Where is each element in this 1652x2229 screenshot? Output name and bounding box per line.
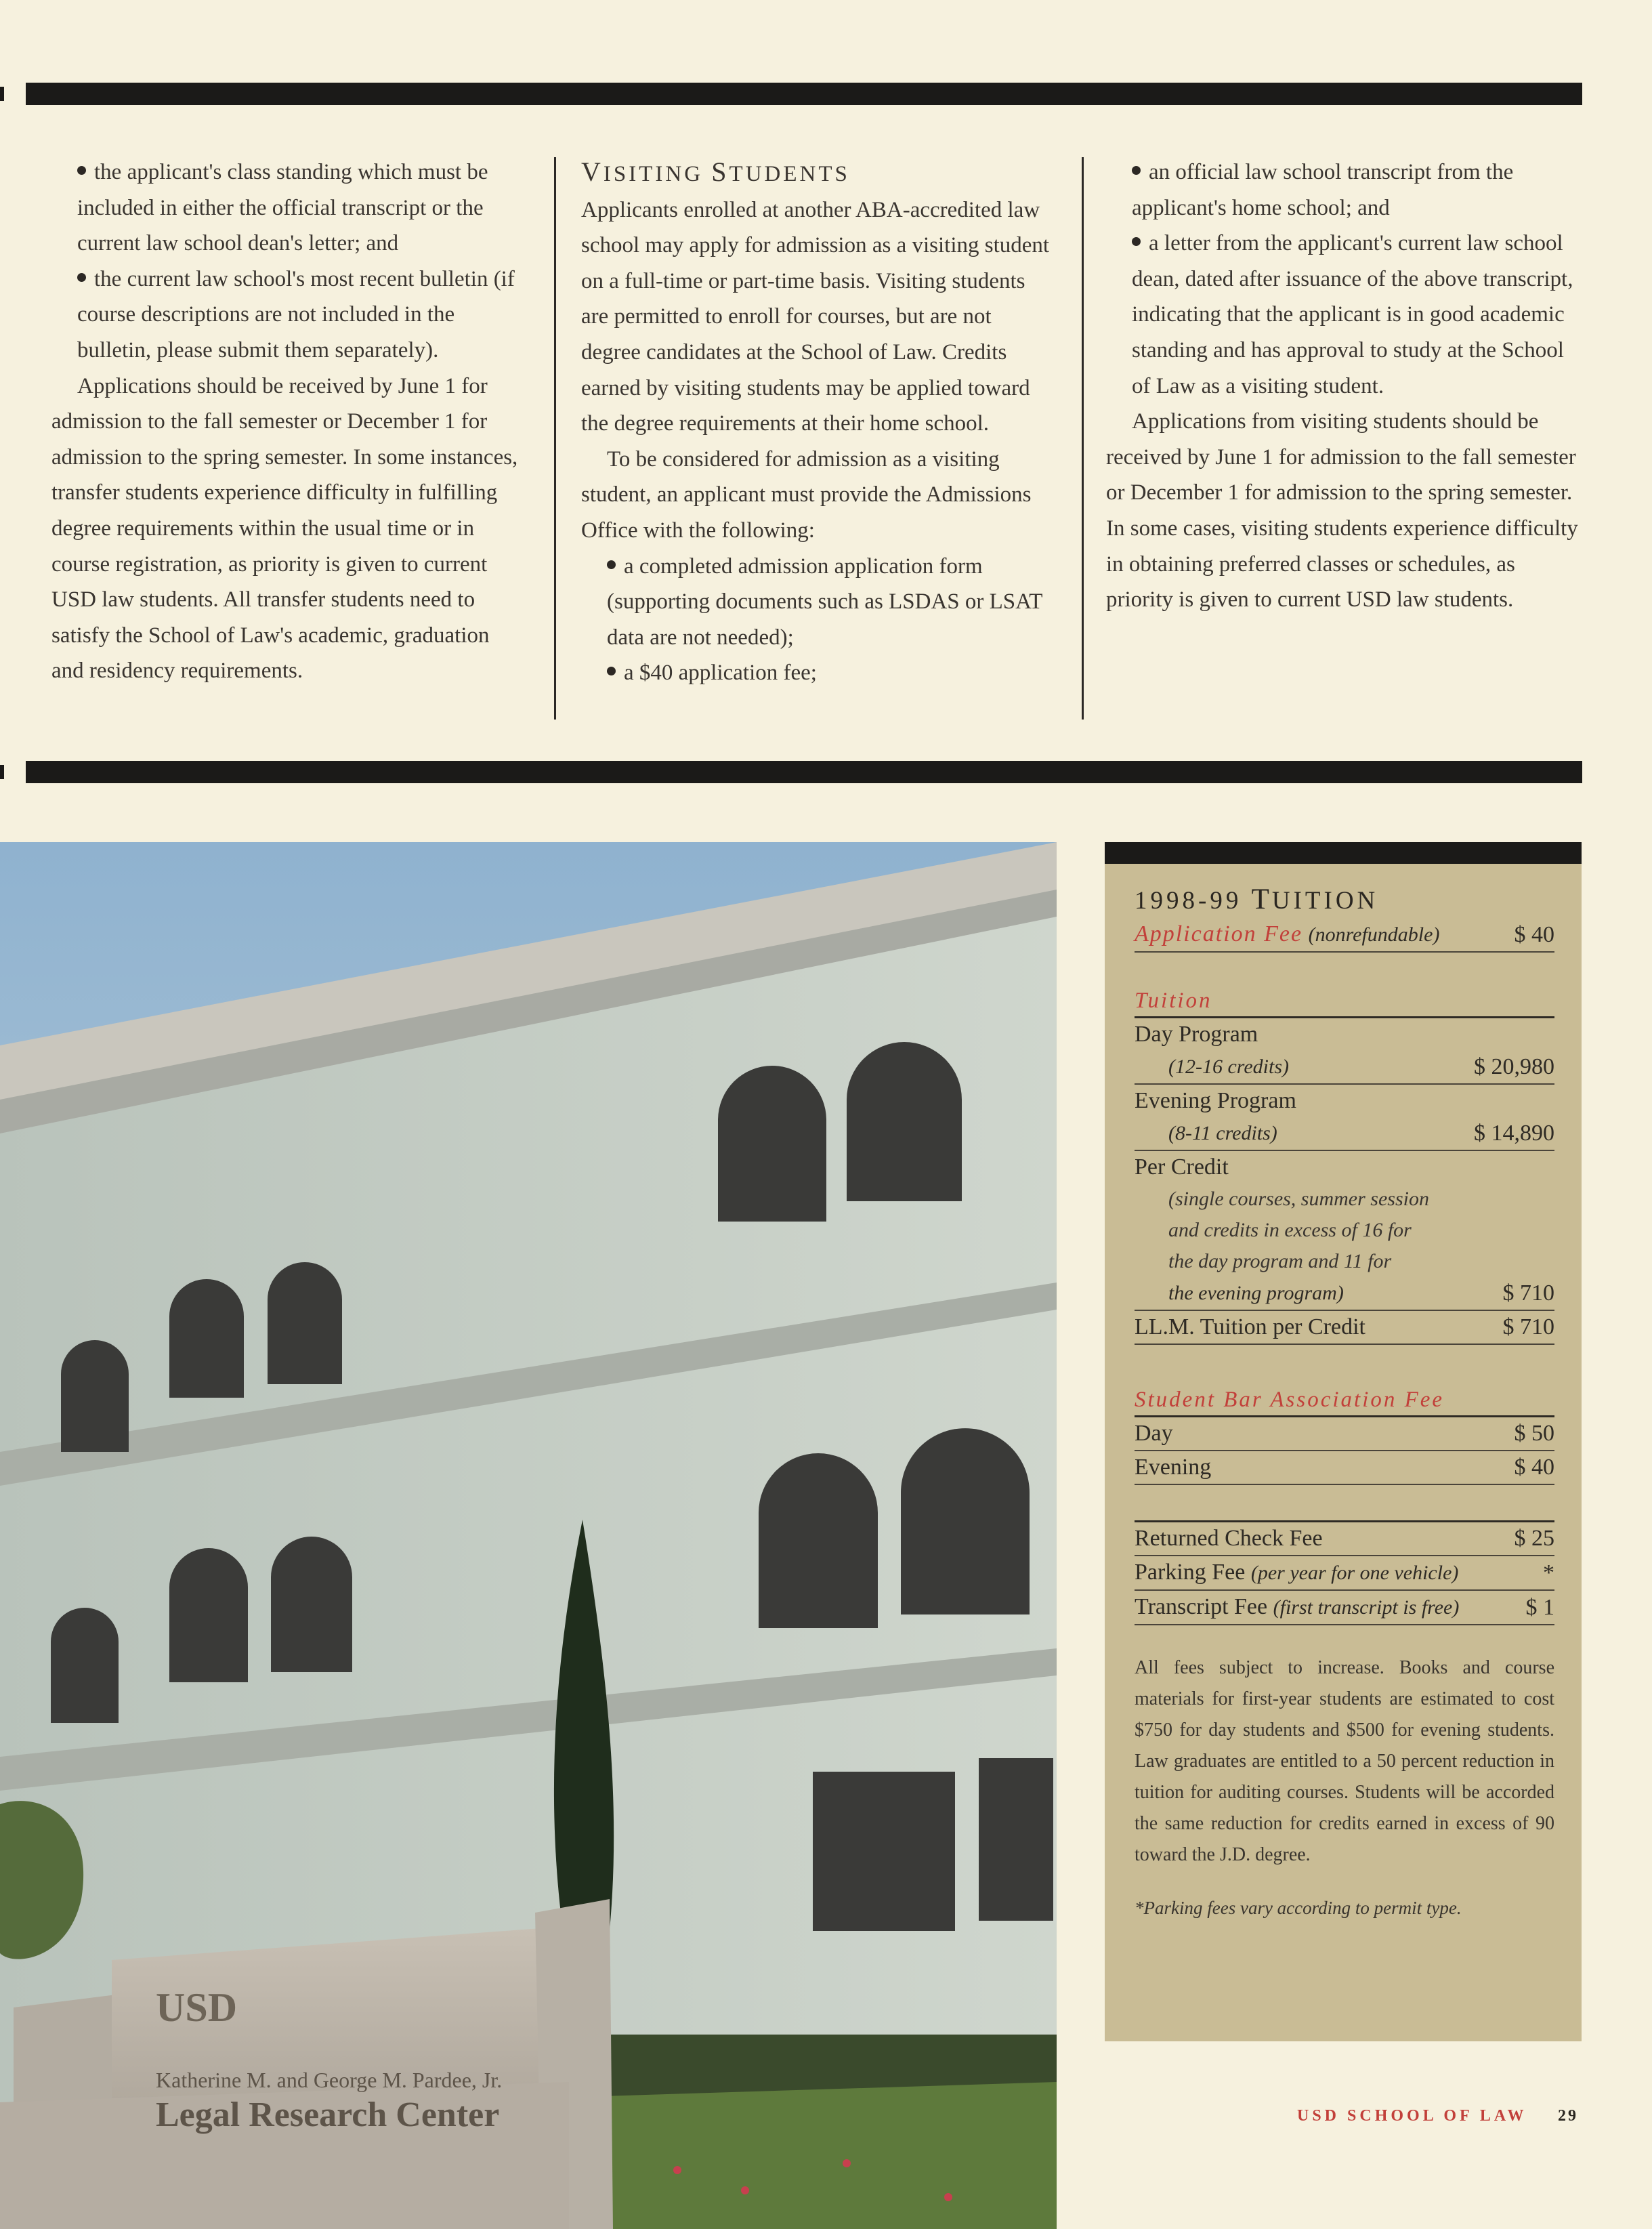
fee-row-evening-program: Evening Program — [1135, 1088, 1296, 1113]
fee-row-llm: LL.M. Tuition per Credit $ 710 — [1135, 1311, 1554, 1345]
bullet-icon — [77, 166, 86, 175]
section-heading: VISITING STUDENTS — [581, 157, 850, 187]
section-label-sba: Student Bar Association Fee — [1135, 1384, 1554, 1417]
list-item-text: a completed admission application form (supporting documents such as LSDAS or LSAT data are not needed); — [607, 554, 1042, 650]
top-rule — [26, 83, 1582, 105]
fee-row-parking: Parking Fee (per year for one vehicle) * — [1135, 1556, 1554, 1591]
list-item-text: an official law school transcript from the applicant's home school; and — [1132, 160, 1514, 220]
paragraph: Applications should be received by June 1 for admission to the fall semester or December 1 for admission to the spring semester. In some instances, transfer students experience difficulty in fulfilling degree requirements within the usual time or in course registration, as priority is given to current USD law students. All transfer students need to satisfy the School of Law's academic, graduation and residency requirements. — [51, 373, 518, 684]
column-visiting-students — [581, 154, 1055, 691]
list-item — [581, 655, 1055, 691]
paragraph: To be considered for admission as a visiting student, an applicant must provide the Admissions Office with the following: — [581, 446, 1032, 543]
fee-notes: All fees subject to increase. Books and course materials for first-year students are estimated to cost $750 for day students and $500 for evening students. Law graduates are entitled to a 50 percent reduction in tuition for auditing courses. Students will be accorded the same reduction for credits earned in excess of 90 toward the J.D. degree. — [1135, 1657, 1554, 1865]
column-divider — [1082, 157, 1084, 720]
list-item-text: the current law school's most recent bulletin (if course descriptions are not included in the bulletin, please submit them separately). — [77, 266, 515, 362]
sign-text-line1: Katherine M. and George M. Pardee, Jr. — [156, 2068, 503, 2092]
tuition-panel — [1105, 842, 1582, 2041]
list-item-text: a letter from the applicant's current law school dean, dated after issuance of the above transcript, indicating that the applicant is in good academic standing and has approval to study at the School of Law as a visiting student. — [1132, 231, 1573, 398]
bullet-icon — [1132, 237, 1141, 246]
fee-row-per-credit: Per Credit — [1135, 1154, 1229, 1180]
list-item — [581, 549, 1055, 656]
column-visiting-requirements — [1106, 154, 1580, 618]
footer-label: USD SCHOOL OF LAW — [1297, 2107, 1527, 2125]
panel-top-bar — [1105, 842, 1582, 864]
paragraph: Applications from visiting students should be received by June 1 for admission to the fall semester or December 1 for admission to the spring semester. In some cases, visiting students experience difficulty in obtaining preferred classes or schedules, as priority is given to current USD law students. — [1106, 409, 1578, 612]
paragraph: Applicants enrolled at another ABA-accredited law school may apply for admission as a visiting student on a full-time or part-time basis. Visiting students are permitted to enroll for courses, but are not degree candidates at the School of Law. Credits earned by visiting students may be applied toward the degree requirements at their home school. — [581, 197, 1050, 436]
bullet-icon — [607, 560, 616, 569]
per-credit-note: (single courses, summer session and credits in excess of 16 for the day program and 11 for — [1168, 1188, 1429, 1272]
fee-row-returned-check: Returned Check Fee $ 25 — [1135, 1520, 1554, 1556]
list-item-text: the applicant's class standing which must be included in either the official transcript or the current law school dean's letter; and — [77, 160, 488, 256]
fee-row-sba-evening: Evening $ 40 — [1135, 1451, 1554, 1485]
bullet-icon — [1132, 166, 1141, 175]
list-item — [1106, 154, 1580, 226]
fee-row-evening-credits: (8-11 credits) $ 14,890 — [1135, 1117, 1554, 1151]
fee-row-day-program: Day Program — [1135, 1022, 1258, 1047]
page-number: 29 — [1558, 2107, 1578, 2125]
bullet-icon — [77, 273, 86, 282]
fee-row-per-credit-value: the evening program) $ 710 — [1135, 1277, 1554, 1311]
fee-row-transcript: Transcript Fee (first transcript is free) $ 1 — [1135, 1591, 1554, 1625]
section-label-tuition: Tuition — [1135, 985, 1554, 1018]
parking-footnote: *Parking fees vary according to permit type. — [1135, 1898, 1462, 1918]
list-item — [1106, 226, 1580, 404]
list-item — [51, 262, 526, 369]
fee-row-sba-day: Day $ 50 — [1135, 1417, 1554, 1451]
list-item-text: a $40 application fee; — [624, 661, 817, 686]
fee-row-application: Application Fee (nonrefundable) $ 40 — [1135, 918, 1554, 953]
column-divider — [554, 157, 556, 720]
tuition-title: 1998-99 TUITION — [1135, 883, 1379, 915]
building-photo — [0, 842, 1057, 2229]
bullet-icon — [607, 667, 616, 675]
sign-text-line2: Legal Research Center — [156, 2096, 500, 2134]
sign-logo: USD — [156, 1985, 238, 2030]
middle-rule — [26, 761, 1582, 783]
fee-row-day-credits: (12-16 credits) $ 20,980 — [1135, 1051, 1554, 1085]
list-item — [51, 154, 526, 262]
column-transfer-requirements — [51, 154, 526, 689]
